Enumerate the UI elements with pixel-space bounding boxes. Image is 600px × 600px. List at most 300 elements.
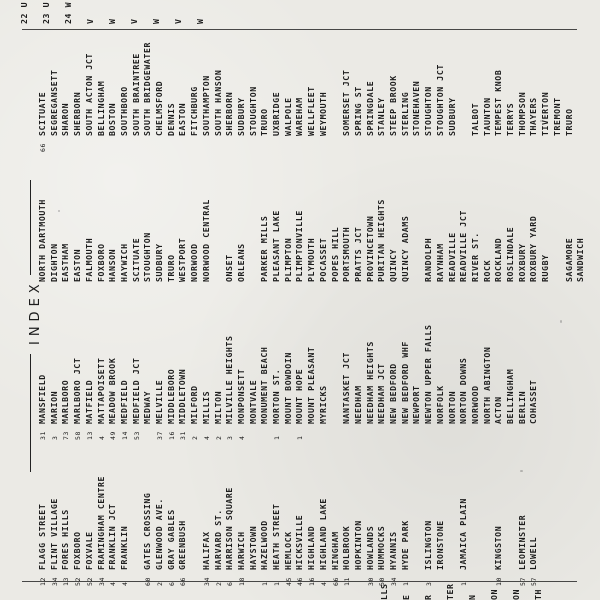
entry-station-name: STANLEY bbox=[376, 97, 387, 136]
entry-station-name: HIGHLAND LAKE bbox=[317, 498, 328, 570]
index-entry bbox=[85, 238, 94, 298]
index-entry bbox=[295, 210, 304, 298]
index-entry bbox=[494, 238, 503, 298]
entry-station-name: FORES HILLS bbox=[60, 509, 71, 570]
index-entry bbox=[483, 260, 492, 298]
entry-station-name: JAMAICA PLAIN bbox=[458, 498, 469, 570]
entry-station-name: FLINT VILLAGE bbox=[48, 498, 59, 570]
entry-page-number: 30 bbox=[366, 576, 375, 586]
entry-station-name: MANSFIELD bbox=[37, 374, 47, 424]
entry-station-name: MIDDLETOWN bbox=[177, 368, 188, 424]
entry-page-number: 10 bbox=[495, 576, 504, 586]
entry-page-number: 14 bbox=[120, 430, 129, 440]
index-entry bbox=[389, 249, 398, 298]
entry-station-name: QUINCY bbox=[388, 248, 398, 282]
entry-page-number: 13 bbox=[85, 430, 94, 440]
index-entry bbox=[143, 232, 152, 298]
entry-page-number: 1 bbox=[273, 435, 281, 440]
edge-fragment: LLS bbox=[379, 583, 389, 600]
entry-page-number: 52 bbox=[85, 576, 94, 586]
entry-station-name: MONTVALE bbox=[247, 379, 258, 424]
entry-station-name: MEDWAY bbox=[142, 390, 153, 424]
entry-station-name: PLYMOUTH bbox=[306, 237, 317, 282]
entry-station-name: TERRYS bbox=[505, 102, 515, 136]
index-column-right bbox=[0, 158, 600, 298]
entry-station-name: NEW BEDFORD WHF bbox=[399, 341, 410, 424]
entry-station-name: SUDBURY bbox=[154, 243, 164, 282]
index-entry bbox=[97, 243, 106, 298]
entry-station-name: ORLEANS bbox=[235, 243, 246, 282]
index-entry bbox=[412, 570, 421, 586]
entry-page-number: 52 bbox=[74, 576, 83, 586]
index-entry bbox=[448, 391, 457, 440]
entry-station-name: COHASSET bbox=[528, 379, 539, 424]
index-strip-left bbox=[0, 583, 600, 600]
entry-station-name: SHERBORN bbox=[72, 91, 83, 136]
entry-station-name: HARVARD ST. bbox=[212, 509, 223, 570]
entry-station-name: NEEDHAM bbox=[352, 385, 363, 424]
index-entry bbox=[38, 504, 48, 586]
entry-station-name: NORTON DOWNS bbox=[458, 357, 469, 424]
index-entry bbox=[436, 520, 445, 586]
entry-page-number: 57 bbox=[518, 576, 527, 586]
entry-station-name: WALPOLE bbox=[282, 97, 293, 136]
index-entry bbox=[331, 136, 340, 152]
index-entry bbox=[249, 380, 258, 440]
index-entry bbox=[143, 391, 152, 440]
edge-fragment: TH bbox=[533, 588, 543, 600]
entry-station-name: SHARON bbox=[60, 102, 71, 136]
index-entry bbox=[471, 385, 480, 440]
entry-station-name: EASTON bbox=[177, 102, 188, 136]
entry-station-name: STOUGHTON bbox=[142, 232, 153, 282]
index-entry bbox=[178, 369, 188, 440]
index-entry bbox=[272, 369, 282, 440]
entry-station-name: MATTAPOISETT bbox=[95, 357, 106, 424]
entry-station-name: SOMERSET JCT bbox=[341, 69, 352, 136]
index-entry bbox=[377, 97, 386, 152]
entry-station-name: MEDFIELD JCT bbox=[130, 357, 141, 424]
index-entry bbox=[284, 352, 293, 440]
entry-station-name: SCITUATE bbox=[130, 237, 141, 282]
index-entry bbox=[342, 70, 351, 152]
index-entry bbox=[529, 97, 538, 152]
entry-station-name: TRURO bbox=[165, 254, 176, 282]
entry-station-name: DIGHTON bbox=[48, 243, 59, 282]
entry-page-number: 37 bbox=[156, 430, 164, 440]
index-entry bbox=[436, 64, 445, 152]
edge-fragment: ON bbox=[511, 588, 521, 600]
index-entry bbox=[249, 282, 258, 298]
index-entry bbox=[401, 341, 410, 440]
entry-station-name: HYDE PARK bbox=[399, 520, 410, 570]
index-entry bbox=[155, 81, 164, 152]
edge-fragment: W bbox=[195, 18, 205, 24]
entry-page-number: 46 bbox=[296, 576, 305, 586]
edge-fragment: 24 W bbox=[63, 1, 73, 24]
index-entry bbox=[260, 216, 269, 298]
entry-page-number: 31 bbox=[39, 430, 47, 440]
entry-station-name: SOUTH BRIDGEWATER bbox=[142, 42, 153, 136]
entry-page-number: 66 bbox=[331, 576, 340, 586]
index-entry bbox=[108, 249, 117, 298]
entry-page-number: 66 bbox=[179, 576, 188, 586]
index-entry bbox=[143, 493, 153, 586]
index-entry bbox=[202, 391, 212, 440]
index-entry bbox=[61, 380, 71, 440]
index-entry bbox=[143, 42, 152, 152]
entry-page-number: 1 bbox=[401, 581, 410, 586]
edge-fragment: ON bbox=[489, 588, 499, 600]
entry-page-number: 2 bbox=[214, 435, 223, 440]
index-entry bbox=[73, 531, 83, 586]
entry-page-number: 53 bbox=[132, 430, 141, 440]
index-entry bbox=[366, 216, 375, 298]
index-entry bbox=[354, 227, 363, 298]
entry-page-number: 16 bbox=[167, 430, 176, 440]
index-entry bbox=[260, 520, 270, 586]
entry-station-name: THAYERS bbox=[528, 97, 539, 136]
index-entry bbox=[459, 210, 468, 298]
entry-station-name: HICKSVILLE bbox=[294, 514, 305, 570]
index-entry bbox=[73, 358, 83, 440]
index-entry bbox=[249, 86, 258, 152]
entry-station-name: READVILLE JCT bbox=[458, 210, 469, 282]
index-entry bbox=[483, 97, 492, 152]
entry-station-name: POCASSET bbox=[317, 237, 328, 282]
index-entry bbox=[237, 243, 246, 298]
edge-fragment: 22 U bbox=[19, 1, 29, 24]
entry-station-name: FRAMINGHAM CENTRE bbox=[95, 476, 106, 570]
entry-station-name: NORWOOD bbox=[469, 385, 480, 424]
index-entry bbox=[108, 358, 118, 440]
index-entry bbox=[354, 86, 363, 152]
index-entry bbox=[132, 358, 142, 440]
entry-station-name: WEYMOUTH bbox=[317, 91, 328, 136]
index-entry bbox=[167, 369, 177, 440]
entry-station-name: POPES HILL bbox=[329, 226, 340, 282]
index-entry bbox=[190, 570, 199, 586]
entry-page-number: 73 bbox=[62, 430, 71, 440]
entry-page-number: 4 bbox=[120, 581, 129, 586]
entry-station-name: STEEP BROOK bbox=[388, 75, 398, 136]
index-strip-right bbox=[0, 2, 600, 24]
index-entry bbox=[389, 75, 398, 152]
entry-page-number: 12 bbox=[39, 576, 47, 586]
index-entry bbox=[354, 385, 363, 440]
edge-fragment: TER bbox=[445, 583, 455, 600]
index-entry bbox=[412, 81, 421, 152]
entry-station-name: TRURO bbox=[563, 108, 574, 136]
index-entry bbox=[401, 92, 410, 152]
index-entry bbox=[38, 199, 47, 298]
entry-page-number: 2 bbox=[191, 435, 200, 440]
entry-station-name: WAREHAM bbox=[294, 97, 305, 136]
entry-station-name: NANTASKET JCT bbox=[341, 352, 352, 424]
entry-station-name: ROSLINDALE bbox=[505, 226, 515, 282]
index-entry bbox=[132, 570, 141, 586]
index-entry bbox=[50, 391, 60, 440]
entry-page-number: 58 bbox=[74, 430, 83, 440]
entry-station-name: PORTSMOUTH bbox=[341, 226, 352, 282]
index-entry bbox=[518, 515, 528, 586]
paper-speck bbox=[540, 120, 542, 122]
entry-station-name: PRATTS JCT bbox=[352, 226, 363, 282]
index-entry bbox=[518, 92, 527, 152]
entry-station-name: LOWELL bbox=[528, 536, 539, 570]
entry-station-name: HOLBROOK bbox=[341, 525, 352, 570]
entry-page-number: 4 bbox=[109, 581, 118, 586]
entry-station-name: RANDOLPH bbox=[423, 237, 434, 282]
entry-station-name: HEMLOCK bbox=[282, 531, 293, 570]
entry-station-name: SEGREGANSETT bbox=[48, 69, 59, 136]
index-entry bbox=[225, 336, 235, 440]
entry-station-name: NEEDHAM JCT bbox=[376, 363, 387, 424]
entry-page-number: 13 bbox=[62, 576, 71, 586]
index-entry bbox=[459, 136, 468, 152]
index-entry bbox=[471, 232, 480, 298]
entry-station-name: NORTH ABINGTON bbox=[481, 346, 492, 424]
index-entry bbox=[132, 53, 141, 152]
entry-station-name: NEWTON UPPER FALLS bbox=[423, 324, 434, 424]
paper-speck bbox=[58, 210, 60, 212]
edge-fragment: V bbox=[85, 18, 95, 24]
index-entry bbox=[553, 97, 562, 152]
index-column-middle bbox=[0, 300, 600, 440]
entry-station-name: SANDWICH bbox=[575, 237, 586, 282]
index-entry bbox=[260, 347, 269, 440]
entry-station-name: MONUMENT BEACH bbox=[259, 346, 270, 424]
index-entry bbox=[214, 70, 223, 152]
entry-station-name: SAGAMORE bbox=[563, 237, 574, 282]
index-entry bbox=[85, 380, 95, 440]
index-entry bbox=[553, 282, 562, 298]
entry-station-name: SOUTHBORO bbox=[118, 86, 129, 136]
entry-station-name: EASTHAM bbox=[60, 243, 71, 282]
index-entry bbox=[565, 108, 574, 152]
edge-fragment: E bbox=[401, 594, 411, 600]
index-entry bbox=[529, 537, 539, 586]
entry-station-name: TIVERTON bbox=[540, 91, 551, 136]
entry-station-name: SOUTH BRAINTREE bbox=[130, 53, 141, 136]
index-entry bbox=[284, 97, 293, 152]
entry-station-name: NEEDHAM HEIGHTS bbox=[364, 341, 375, 424]
index-entry bbox=[155, 380, 165, 440]
index-entry bbox=[307, 238, 316, 298]
index-entry bbox=[50, 243, 59, 298]
entry-station-name: HANSON bbox=[107, 248, 118, 282]
entry-station-name: ROCKLAND bbox=[493, 237, 504, 282]
index-entry bbox=[506, 570, 515, 586]
entry-page-number: 34 bbox=[97, 576, 106, 586]
entry-station-name: FOXBORO bbox=[95, 243, 106, 282]
entry-page-number: 2 bbox=[156, 581, 164, 586]
entry-station-name: GREENBUSH bbox=[177, 520, 188, 570]
entry-station-name: QUINCY ADAMS bbox=[399, 215, 410, 282]
index-entry bbox=[483, 347, 492, 440]
entry-page-number: 16 bbox=[308, 576, 317, 586]
index-entry bbox=[73, 249, 82, 298]
entry-station-name: MARLBORO JCT bbox=[72, 357, 83, 424]
entry-station-name: FLAGG STREET bbox=[37, 503, 47, 570]
entry-station-name: BELLINGHAM bbox=[505, 368, 515, 424]
index-entry bbox=[61, 103, 70, 152]
paper-speck bbox=[520, 470, 523, 472]
entry-page-number: 34 bbox=[390, 576, 398, 586]
entry-station-name: SOUTHAMPTON bbox=[200, 75, 211, 136]
entry-station-name: MORTON ST. bbox=[271, 368, 281, 424]
entry-station-name: WESTPORT bbox=[177, 237, 188, 282]
index-entry bbox=[295, 369, 305, 440]
entry-station-name: STERLING bbox=[399, 91, 410, 136]
entry-station-name: ONSET bbox=[224, 254, 235, 282]
index-entry bbox=[471, 103, 480, 152]
entry-station-name: HIGHLAND bbox=[306, 525, 317, 570]
index-entry bbox=[190, 86, 199, 152]
entry-station-name: MOUNT BOWDOIN bbox=[282, 352, 293, 424]
index-entry bbox=[459, 358, 468, 440]
index-entry bbox=[272, 210, 281, 298]
index-entry bbox=[190, 243, 199, 298]
index-entry bbox=[541, 254, 550, 298]
index-entry bbox=[459, 498, 469, 586]
entry-station-name: PLIMPTON bbox=[282, 237, 293, 282]
entry-station-name: HALIFAX bbox=[200, 531, 211, 570]
index-entry bbox=[319, 498, 329, 586]
index-entry bbox=[307, 86, 316, 152]
entry-page-number: 18 bbox=[237, 576, 246, 586]
index-entry bbox=[132, 238, 141, 298]
index-entry bbox=[319, 385, 328, 440]
index-entry bbox=[225, 92, 234, 152]
index-entry bbox=[295, 515, 305, 586]
entry-station-name: GRAY GABLES bbox=[165, 509, 176, 570]
index-entry bbox=[331, 227, 340, 298]
index-entry bbox=[237, 531, 247, 586]
index-entry bbox=[342, 526, 352, 586]
index-entry bbox=[167, 254, 176, 298]
index-entry bbox=[237, 97, 246, 152]
index-entry bbox=[120, 243, 129, 298]
entry-station-name: GATES CROSSING bbox=[142, 492, 153, 570]
entry-page-number: 34 bbox=[50, 576, 59, 586]
index-entry bbox=[529, 380, 538, 440]
edge-fragment: 23 U bbox=[41, 1, 51, 24]
edge-fragment: V bbox=[173, 18, 183, 24]
entry-page-number: 3 bbox=[50, 435, 59, 440]
index-entry bbox=[494, 70, 503, 152]
index-entry bbox=[354, 520, 363, 586]
entry-station-name: ACTON bbox=[493, 396, 504, 424]
index-column-far-right bbox=[0, 12, 600, 152]
index-entry bbox=[260, 108, 269, 152]
entry-page-number: 49 bbox=[109, 430, 118, 440]
entry-station-name: HEATH STREET bbox=[271, 503, 281, 570]
entry-station-name: NORFOLK bbox=[434, 385, 445, 424]
index-entry bbox=[214, 509, 224, 586]
entry-station-name: SPRINGDALE bbox=[364, 80, 375, 136]
entry-station-name: TEMPEST KNOB bbox=[493, 69, 504, 136]
index-entry bbox=[436, 385, 445, 440]
index-entry bbox=[377, 199, 386, 298]
entry-station-name: NEWPORT bbox=[411, 385, 422, 424]
edge-fragment: W bbox=[107, 18, 117, 24]
index-entry bbox=[412, 282, 421, 298]
entry-station-name: FOXBORO bbox=[72, 531, 83, 570]
index-entry bbox=[331, 531, 341, 586]
entry-station-name: MATFIELD bbox=[83, 379, 94, 424]
index-entry bbox=[389, 363, 398, 440]
index-entry bbox=[366, 81, 375, 152]
entry-station-name: BERLIN bbox=[516, 390, 527, 424]
index-entry bbox=[331, 424, 340, 440]
index-entry bbox=[377, 363, 386, 440]
index-entry bbox=[38, 92, 48, 152]
entry-page-number: 4 bbox=[97, 435, 106, 440]
entry-station-name: HOPKINTON bbox=[352, 520, 363, 570]
index-entry bbox=[342, 352, 351, 440]
entry-station-name: PURITAN HEIGHTS bbox=[376, 199, 387, 282]
index-entry bbox=[249, 526, 258, 586]
index-entry bbox=[506, 227, 515, 298]
entry-station-name: ROXBURY bbox=[516, 243, 527, 282]
index-entry bbox=[401, 216, 410, 298]
entry-page-number: 66 bbox=[39, 142, 47, 152]
edge-fragment: R bbox=[423, 594, 433, 600]
index-entry bbox=[424, 238, 433, 298]
entry-station-name: MOUNT HOPE bbox=[294, 368, 305, 424]
entry-station-name: MARLBORO bbox=[60, 379, 71, 424]
entry-station-name: FOXVALE bbox=[83, 531, 94, 570]
entry-station-name: MEADOW BROOK bbox=[107, 357, 118, 424]
entry-station-name: SUDBURY bbox=[446, 97, 457, 136]
entry-station-name: PLIMPTONVILLE bbox=[294, 210, 305, 282]
index-entry bbox=[284, 238, 293, 298]
index-entry bbox=[97, 358, 107, 440]
index-entry bbox=[155, 498, 165, 586]
entry-station-name: HOWLANDS bbox=[364, 525, 375, 570]
entry-station-name: FRANKLIN bbox=[118, 525, 129, 570]
index-entry bbox=[506, 369, 515, 440]
entry-station-name: KINGSTON bbox=[493, 525, 504, 570]
index-entry bbox=[448, 232, 457, 298]
index-entry bbox=[202, 199, 211, 298]
index-entry bbox=[214, 282, 223, 298]
entry-page-number: 31 bbox=[179, 430, 188, 440]
entry-page-number: 1 bbox=[261, 581, 270, 586]
index-entry bbox=[178, 103, 187, 152]
entry-page-number: 6 bbox=[167, 581, 176, 586]
entry-page-number: 3 bbox=[425, 581, 434, 586]
entry-station-name: STONEHAVEN bbox=[411, 80, 422, 136]
entry-station-name: UXBRIDGE bbox=[271, 91, 281, 136]
entry-station-name: TREMONT bbox=[551, 97, 562, 136]
index-entry bbox=[471, 570, 480, 586]
index-entry bbox=[576, 238, 585, 298]
entry-station-name: RIVER ST. bbox=[469, 232, 480, 282]
entry-station-name: ISLINGTON bbox=[423, 520, 434, 570]
entry-station-name: THOMPSON bbox=[516, 91, 527, 136]
index-entry bbox=[85, 53, 94, 152]
entry-station-name: READVILLE bbox=[446, 232, 457, 282]
index-entry bbox=[377, 526, 387, 586]
index-entry bbox=[529, 216, 538, 298]
index-entry bbox=[307, 347, 316, 440]
index-entry bbox=[155, 243, 164, 298]
entry-page-number: 1 bbox=[460, 581, 469, 586]
index-entry bbox=[50, 498, 60, 586]
entry-station-name: MONPONSETT bbox=[235, 368, 246, 424]
